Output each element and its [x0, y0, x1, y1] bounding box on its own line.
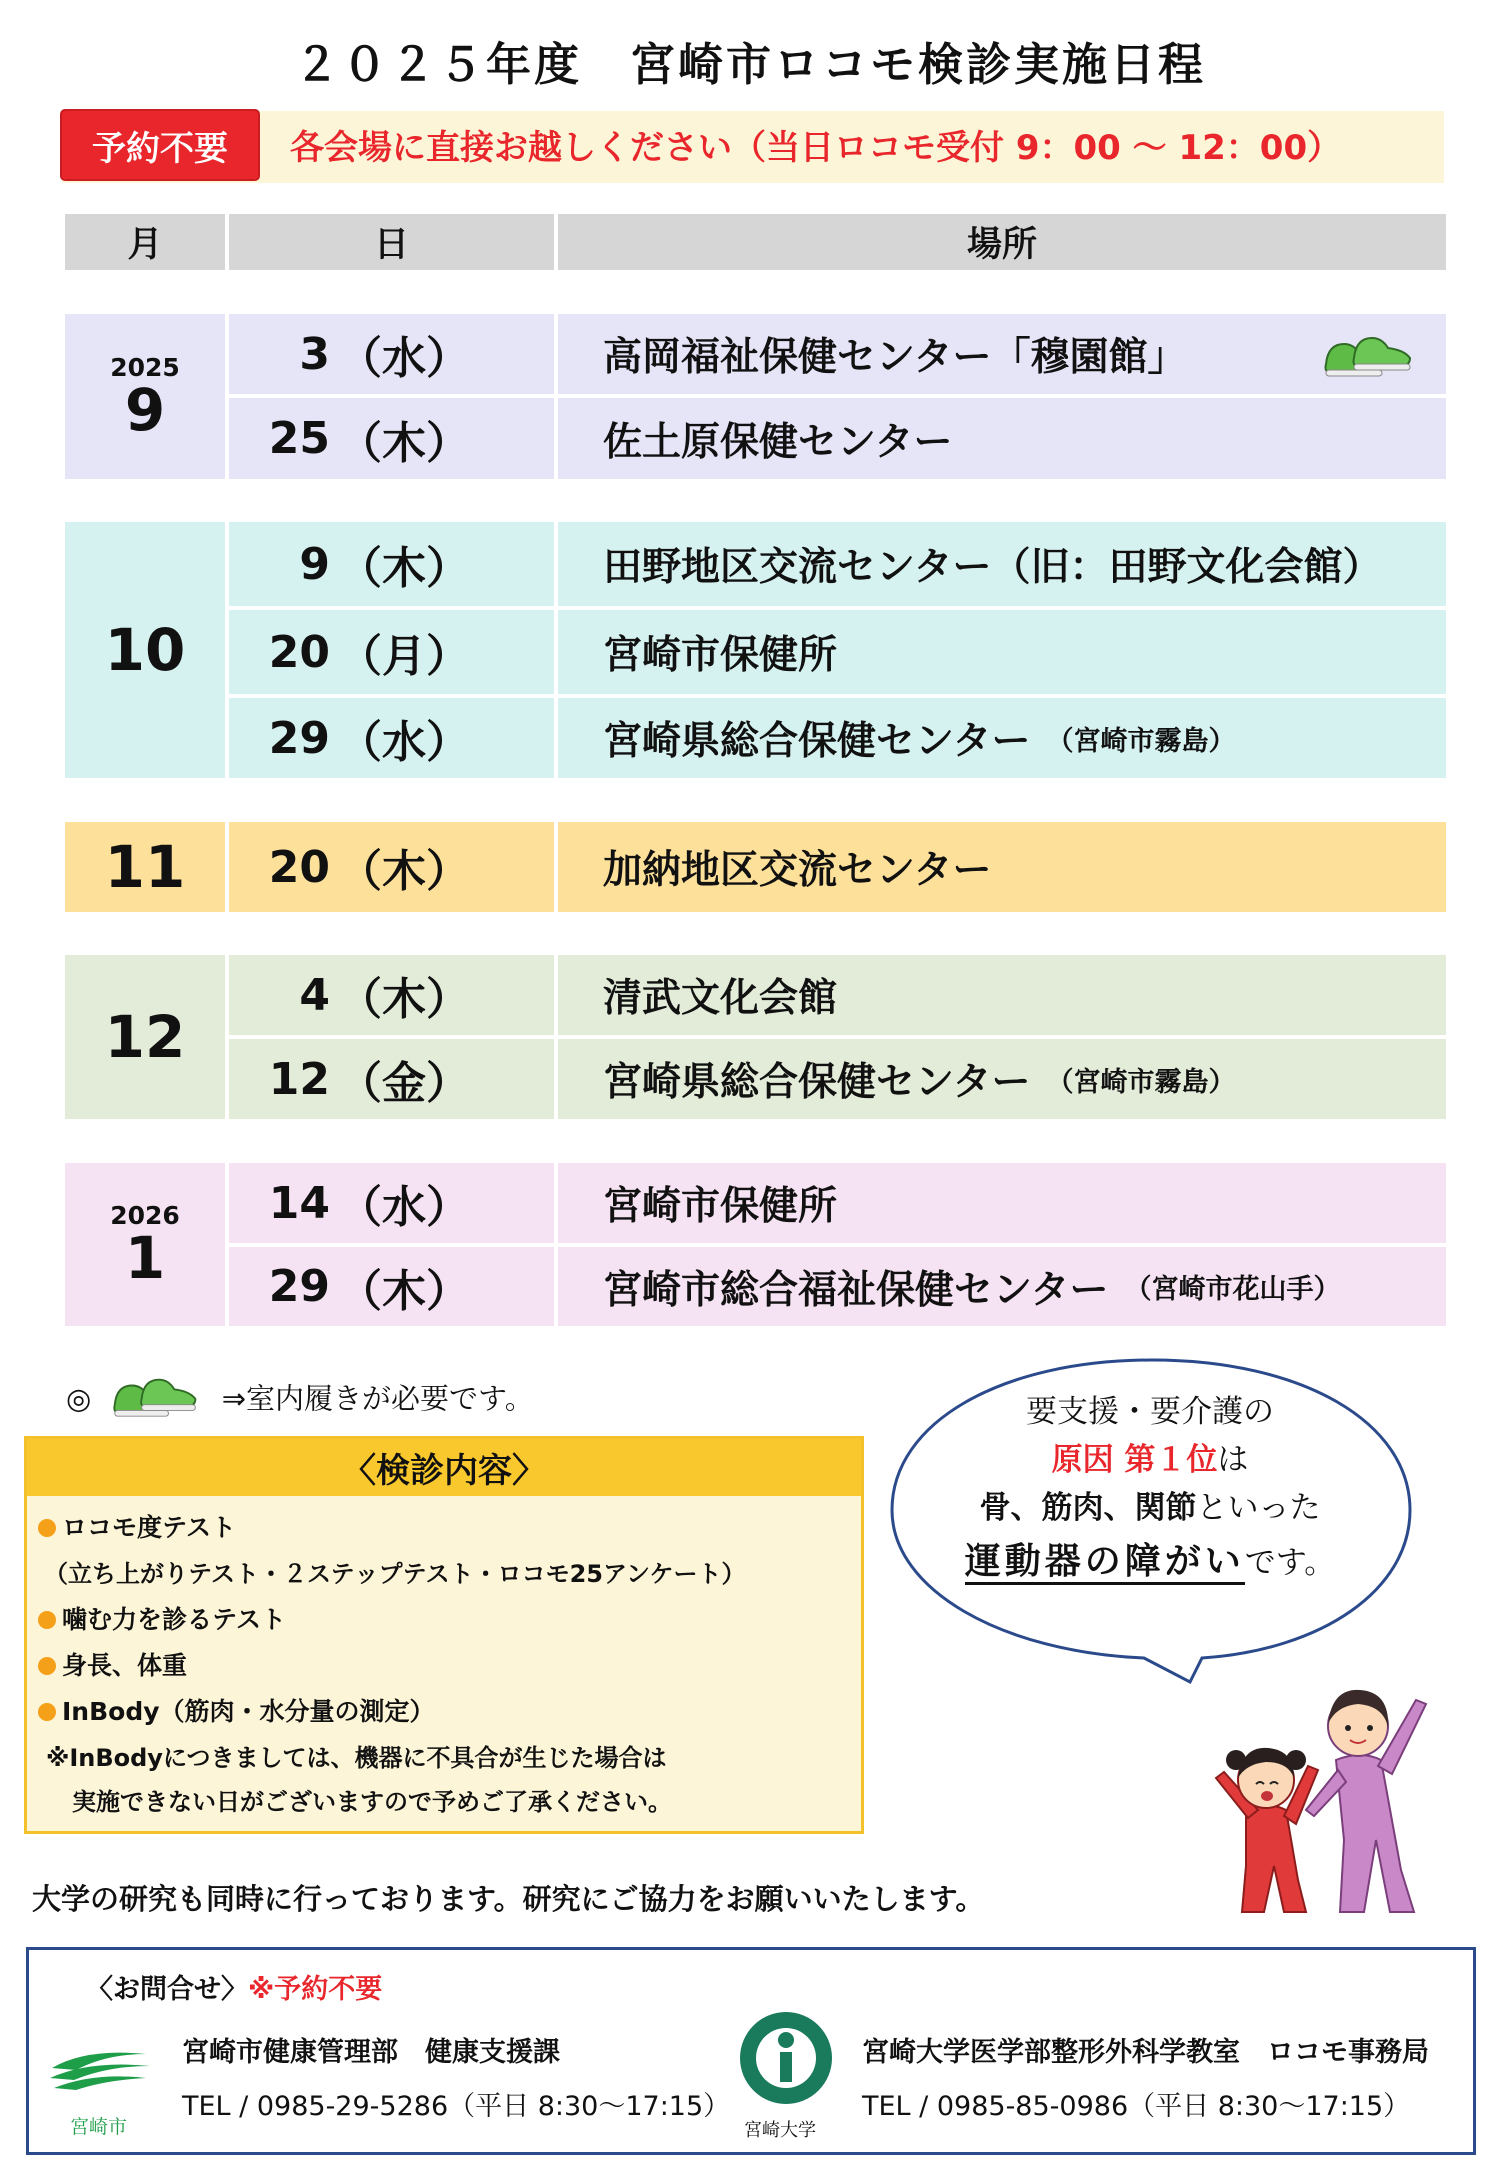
- day-cell: [229, 955, 554, 1035]
- place-cell: [558, 698, 1446, 778]
- month-cell-12: [65, 955, 225, 1119]
- double-circle-symbol: ◎: [66, 1381, 92, 1416]
- month-cell-9: [65, 314, 225, 479]
- month-number: 11: [104, 833, 186, 901]
- day-number: 29: [268, 712, 330, 764]
- exam-item: [38, 1508, 236, 1544]
- weekday: （木）: [338, 1265, 470, 1317]
- day-cell: [229, 610, 554, 694]
- exam-item-label: ロコモ度テスト: [62, 1513, 237, 1542]
- header-day: 日: [229, 214, 554, 270]
- weekday: （木）: [338, 417, 470, 469]
- contact-heading: [86, 1967, 382, 2006]
- header-place: 場所: [558, 214, 1446, 270]
- contact-heading-label: 〈お問合せ〉: [86, 1974, 248, 2005]
- city-dept: 宮崎市健康管理部 健康支援課: [182, 2037, 560, 2068]
- notice-text: 各会場に直接お越しください（当日ロコモ受付 9：00 〜 12：00）: [290, 128, 1342, 168]
- month-cell-11: [65, 822, 225, 912]
- place-name: 高岡福祉保健センター「穆園館」: [603, 335, 1187, 380]
- day-cell: [229, 822, 554, 912]
- univ-logo-text: 宮崎大学: [744, 2120, 816, 2141]
- place-cell: [558, 1247, 1446, 1326]
- bubble-text-rest: といった: [1196, 1490, 1321, 1526]
- place-name: 宮崎市保健所: [603, 1184, 838, 1229]
- weekday: （木）: [338, 974, 470, 1025]
- bubble-text-rest: です。: [1244, 1545, 1336, 1581]
- shoe-note: [66, 1372, 534, 1429]
- place-cell: [558, 822, 1446, 912]
- place-name: 宮崎市保健所: [603, 633, 838, 678]
- exercise-illustration-icon: [1186, 1640, 1486, 1920]
- day-number: 20: [268, 841, 330, 893]
- univ-tel: TEL / 0985-85-0986（平日 8:30〜17:15）: [862, 2091, 1411, 2122]
- header-month: 月: [65, 214, 225, 270]
- bubble-bold-text: 骨、筋肉、関節: [979, 1490, 1197, 1526]
- city-logo-text: 宮崎市: [70, 2116, 128, 2138]
- exam-item: [38, 1600, 286, 1636]
- contact-heading-red: ※予約不要: [248, 1974, 383, 2005]
- bullet-icon: [38, 1657, 56, 1675]
- weekday: （木）: [338, 846, 470, 897]
- bubble-line: [890, 1538, 1410, 1587]
- day-number: 12: [268, 1053, 330, 1105]
- exam-item-label: InBody（筋肉・水分量の測定）: [62, 1697, 435, 1726]
- weekday: （月）: [338, 631, 470, 682]
- weekday: （水）: [338, 1182, 470, 1233]
- city-tel: TEL / 0985-29-5286（平日 8:30〜17:15）: [182, 2091, 731, 2122]
- exam-item-label: 身長、体重: [62, 1651, 188, 1680]
- bubble-bold-text: 運動器の障がい: [965, 1541, 1245, 1585]
- miyazaki-city-logo-icon: [46, 2040, 156, 2110]
- exam-item-sub: （立ち上がりテスト・２ステップテスト・ロコモ25アンケート）: [44, 1560, 746, 1588]
- miyazaki-university-logo-icon: [736, 2008, 836, 2108]
- page-title: ２０２５年度 宮崎市ロコモ検診実施日程: [293, 38, 1206, 91]
- place-cell: [558, 1163, 1446, 1243]
- month-number: 12: [104, 1003, 186, 1071]
- exam-item-label: 噛む力を診るテスト: [62, 1605, 287, 1634]
- day-number: 9: [299, 538, 330, 590]
- day-cell: [229, 398, 554, 479]
- day-number: 25: [268, 413, 330, 464]
- day-cell: [229, 1163, 554, 1243]
- bubble-line: [890, 1484, 1410, 1532]
- day-cell: [229, 314, 554, 394]
- shoe-note-text: ⇒室内履きが必要です。: [221, 1381, 534, 1416]
- month-cell-1: [65, 1163, 225, 1326]
- place-cell: [558, 522, 1446, 606]
- bubble-line: 要支援・要介護の: [1026, 1394, 1274, 1430]
- place-name: 佐土原保健センター: [603, 419, 953, 465]
- weekday: （金）: [338, 1058, 470, 1109]
- exam-footnote: 実施できない日がございますので予めご了承ください。: [72, 1788, 672, 1816]
- day-cell: [229, 1039, 554, 1119]
- univ-dept: 宮崎大学医学部整形外科学教室 ロコモ事務局: [862, 2037, 1429, 2068]
- place-cell: [558, 314, 1446, 394]
- exam-footnote: ※InBodyにつきましては、機器に不具合が生じた場合は: [46, 1744, 667, 1772]
- place-name: 宮崎市総合福祉保健センター: [603, 1267, 1109, 1313]
- month-number: 1: [124, 1224, 166, 1293]
- exam-title: 〈検診内容〉: [27, 1439, 861, 1496]
- place-note: （宮崎市霧島）: [1046, 725, 1236, 757]
- day-cell: [229, 1247, 554, 1326]
- place-cell: [558, 610, 1446, 694]
- bubble-text: [890, 1388, 1410, 1587]
- day-number: 3: [299, 328, 330, 380]
- research-note: 大学の研究も同時に行っております。研究にご協力をお願いいたします。: [32, 1882, 985, 1916]
- day-number: 14: [268, 1177, 330, 1229]
- place-name: 宮崎県総合保健センター: [603, 719, 1031, 764]
- place-cell: [558, 1039, 1446, 1119]
- year-label: 2025: [110, 352, 180, 382]
- place-name: 加納地区交流センター: [603, 848, 992, 893]
- place-cell: [558, 398, 1446, 479]
- place-note: （宮崎市花山手）: [1124, 1274, 1341, 1305]
- shoe-icon: [109, 1372, 205, 1429]
- exam-item: [38, 1692, 435, 1728]
- bullet-icon: [38, 1703, 56, 1721]
- place-note: （宮崎市霧島）: [1046, 1066, 1236, 1098]
- bubble-text-rest: は: [1217, 1442, 1249, 1478]
- exam-item: [38, 1646, 187, 1682]
- bubble-line: [890, 1436, 1410, 1484]
- month-number: 10: [104, 616, 186, 684]
- place-name: 田野地区交流センター（旧：田野文化会館）: [603, 545, 1382, 590]
- day-number: 29: [268, 1261, 330, 1312]
- bullet-icon: [38, 1519, 56, 1537]
- day-cell: [229, 522, 554, 606]
- weekday: （木）: [338, 543, 470, 594]
- day-number: 20: [268, 626, 330, 678]
- year-label: 2026: [110, 1200, 180, 1230]
- bubble-red-text: 原因 第１位: [1051, 1442, 1218, 1478]
- weekday: （水）: [338, 717, 470, 768]
- place-cell: [558, 955, 1446, 1035]
- month-cell-10: [65, 522, 225, 778]
- place-name: 宮崎県総合保健センター: [603, 1060, 1031, 1105]
- bullet-icon: [38, 1611, 56, 1629]
- day-number: 4: [299, 969, 330, 1021]
- place-name: 清武文化会館: [603, 976, 838, 1021]
- no-reservation-badge: 予約不要: [60, 109, 260, 181]
- weekday: （水）: [338, 333, 470, 384]
- month-number: 9: [124, 376, 166, 445]
- day-cell: [229, 698, 554, 778]
- shoe-icon: [1320, 330, 1420, 392]
